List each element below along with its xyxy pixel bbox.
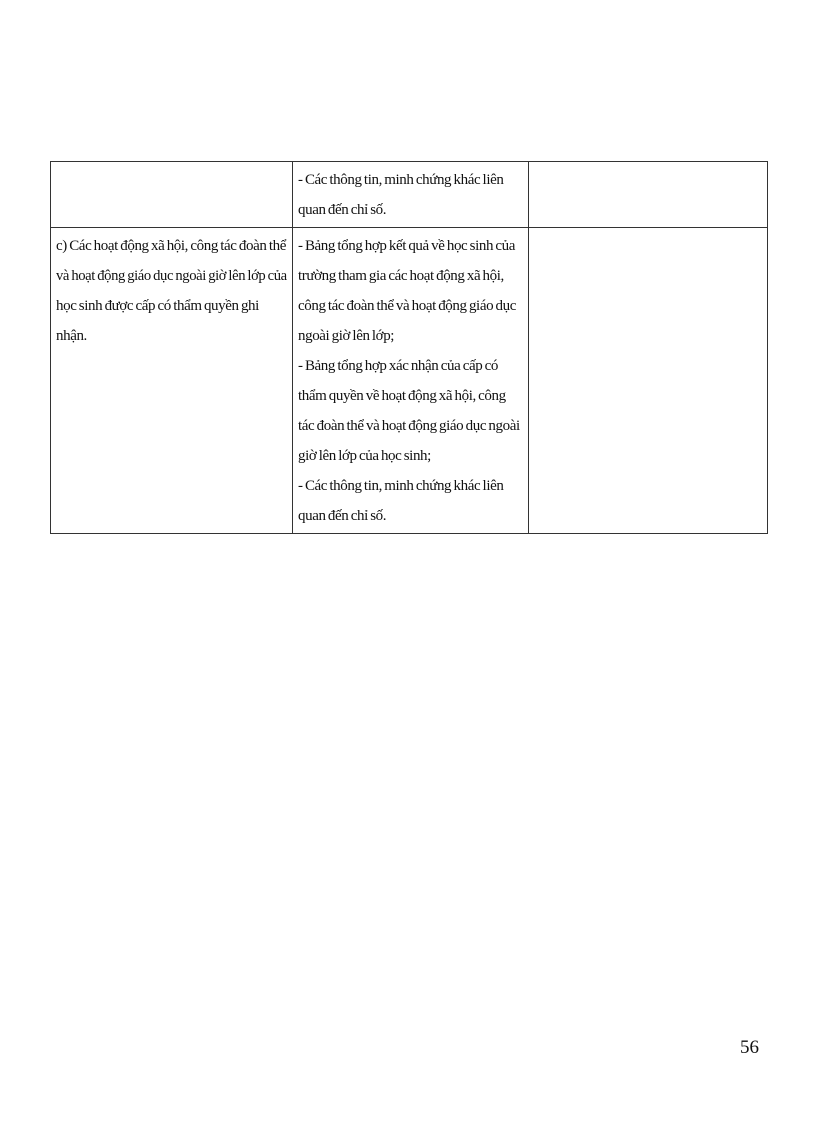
criterion-line: và hoạt động giáo dục ngoài giờ lên lớp của <box>56 268 287 284</box>
evidence-line: trường tham gia các hoạt động xã hội, <box>298 268 504 284</box>
criterion-line: c) Các hoạt động xã hội, công tác đoàn thể <box>56 238 286 254</box>
evidence-line: quan đến chỉ số. <box>298 202 387 218</box>
notes-cell <box>529 228 768 534</box>
evidence-line: quan đến chỉ số. <box>298 508 387 524</box>
evidence-cell <box>293 228 529 534</box>
criterion-cell <box>51 228 293 534</box>
criterion-line: nhận. <box>56 328 87 344</box>
table-row <box>51 162 768 228</box>
notes-cell <box>529 162 768 228</box>
evidence-line: - Các thông tin, minh chứng khác liên <box>298 478 504 494</box>
evidence-line: giờ lên lớp của học sinh; <box>298 448 431 464</box>
criterion-cell <box>51 162 293 228</box>
evidence-line: - Bảng tổng hợp kết quả về học sinh của <box>298 238 516 254</box>
evidence-line: công tác đoàn thể và hoạt động giáo dục <box>298 298 516 314</box>
criterion-line: học sinh được cấp có thẩm quyền ghi <box>56 298 259 314</box>
evidence-line: - Bảng tổng hợp xác nhận của cấp có <box>298 358 499 374</box>
evidence-table <box>50 161 768 534</box>
table-row <box>51 228 768 534</box>
evidence-cell <box>293 162 529 228</box>
page-number: 56 <box>740 1037 759 1058</box>
evidence-line: - Các thông tin, minh chứng khác liên <box>298 172 504 188</box>
evidence-line: ngoài giờ lên lớp; <box>298 328 395 344</box>
evidence-line: tác đoàn thể và hoạt động giáo dục ngoài <box>298 418 520 434</box>
evidence-line: thẩm quyền về hoạt động xã hội, công <box>298 388 506 404</box>
